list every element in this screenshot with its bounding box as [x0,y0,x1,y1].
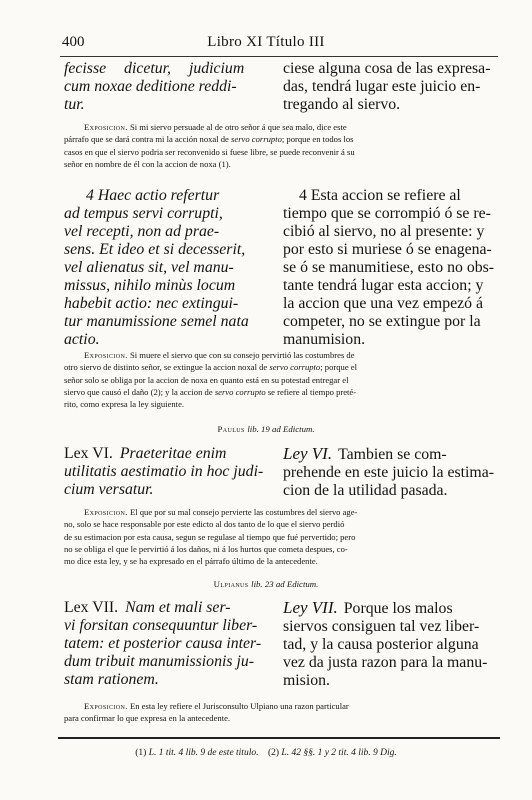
jurist-name: Paulus [217,424,245,434]
expo-text: no, solo se hace responsable por este edicto al dos tanto de lo que el siervo perdió [64,519,345,530]
expo-text: párrafo que se dará contra mi la acción noxal de [64,134,229,145]
expo-text: ; porque en todos los [281,134,354,145]
latin-line: missus, nihilo minùs locum [64,277,236,294]
spanish-line: das, tendrá lugar este juicio en- [283,78,481,95]
latin-line: sens. Et ideo et si decesserit, [64,241,246,258]
latin-line: 4 Haec actio refertur [86,187,220,204]
expo-italic-term: servo corrupto [269,362,321,373]
spanish-line: se ó se manumitiese, esto no obs- [283,259,495,276]
latin-line [64,599,269,617]
expo-text: rito, como expresa la ley siguiente. [64,399,185,410]
source-attribution-2 [0,579,532,589]
spanish-line: mision. [283,672,330,689]
expo-text: se refiere al tiempo preté- [267,386,357,397]
latin-line: cium versatur. [64,481,154,498]
expo-text: mo dice esta ley, y se ha expresado en el párrafo último de la antecedente. [64,556,318,567]
spanish-line: prehende en este juicio la estima- [283,464,494,481]
spanish-line: cibió al siervo, no al presente: y [283,223,485,240]
spanish-line: vez da justa razon para la manu- [283,654,488,671]
spanish-line: siervos consiguen tal vez liber- [283,618,480,635]
latin-line: cum noxae deditione reddi- [64,78,237,95]
spanish-text: Tambien se com- [338,446,447,463]
footnote-rule [58,737,500,739]
latin-line: vel alienatus sit, vel manu- [64,259,234,276]
expo-text: siervo que causó el daño (2); y la accion de [64,386,213,397]
running-title: Libro XI Título III [207,34,325,50]
spanish-line: competer, no se extingue por la [283,313,481,330]
latin-line: ad tempus servi corrupti, [64,205,223,222]
spanish-line: tiempo que se corrompió ó se re- [283,205,491,222]
spanish-line [283,445,498,464]
exposicion-label: Exposicion. [84,350,128,360]
footnote-text: L. 42 §§. 1 y 2 tit. 4 lib. 9 Dig. [281,748,397,758]
latin-text-block-2 [64,187,269,349]
expo-text: de su estimacion por esta causa, segun se regulase al tiempo que fué pervertido; pero [64,531,356,542]
ley-label: Ley VI. [283,444,333,463]
expo-italic-term: servo corrupto [231,134,282,145]
expo-text: no se obliga el que le pervirtió á los daños, ni á los hurtos que cometa despues, co- [64,543,348,554]
latin-line: stam rationem. [64,671,159,688]
header-rule [60,56,498,57]
expo-text: señor en nombre de él con la accion de noxa (1). [64,158,231,169]
exposicion-label: Exposicion. [84,122,128,132]
footnote-mark: (1) [135,748,147,758]
jurist-name: Ulpianus [213,579,249,589]
latin-line: vi forsitan consequuntur liber- [64,617,258,634]
expo-text: señor solo se obliga por la accion de noxa en quanto está en su potestad entregar el [64,374,349,385]
latin-line: dum tribuit manumissionis ju- [64,653,255,670]
expo-text: otro siervo de distinto señor, se extingue la accion noxal de [64,362,268,373]
expo-text: ; porque el [320,362,357,373]
latin-line: tatem: et posterior causa inter- [64,635,262,652]
spanish-line: ciese alguna cosa de las expresa- [283,60,491,77]
lex-label: Lex VII. [64,599,119,616]
latin-line [64,445,269,463]
source-reference: lib. 19 ad Edictum. [247,424,315,434]
footnotes [0,748,532,758]
latin-text-block-1 [64,60,269,114]
ley-label: Ley VII. [283,598,338,617]
source-attribution-1 [0,424,532,434]
spanish-line: manumision. [283,331,366,348]
latin-line: vel recepti, non ad prae- [64,223,220,240]
expo-text: casos en que el siervo podria ser reconvenido si fuese libre, se puede reconvenir á su [64,146,355,157]
page-number: 400 [62,34,85,50]
footnote-mark: (2) [267,748,280,758]
latin-line: habebit actio: nec extingui- [64,295,239,312]
expo-text: para confirmar lo que expresa en la antecedente. [64,713,231,724]
latin-line: utilitatis aestimatio in hoc judi- [64,463,264,480]
footnote-text: L. 1 tit. 4 lib. 9 de este titulo. [148,748,259,758]
spanish-text-block-1 [283,60,498,114]
exposicion-2 [64,349,498,410]
latin-line: tur manumissione semel nata [64,313,249,330]
spanish-line [283,599,498,618]
source-reference: lib. 23 ad Edictum. [251,579,319,589]
latin-text-block-3 [64,445,269,499]
exposicion-4 [64,700,498,725]
spanish-line: tregando al siervo. [283,96,401,113]
expo-text: En esta ley refiere el Jurisconsulto Ulpiano una razon particular [129,701,349,711]
lex-label: Lex VI. [64,445,113,462]
spanish-line: la accion que una vez empezó á [283,295,483,312]
spanish-line: tad, y la causa posterior alguna [283,636,479,653]
exposicion-3 [64,506,498,567]
spanish-line: 4 Esta accion se refiere al [299,187,461,204]
expo-italic-term: servo corrupto [214,386,266,397]
latin-text: Praeteritae enim [119,445,227,462]
latin-text-block-4 [64,599,269,689]
expo-text: Si muere el siervo que con su consejo pervirtió las costumbres de [129,350,355,360]
exposicion-1 [64,121,498,170]
spanish-text-block-2 [283,187,498,349]
spanish-line: cion de la utilidad pasada. [283,482,448,499]
spanish-text-block-4 [283,599,498,690]
spanish-text: Porque los malos [343,600,453,617]
exposicion-label: Exposicion. [84,507,128,517]
spanish-text-block-3 [283,445,498,500]
spanish-line: por esto si muriese ó se enagena- [283,241,492,258]
spanish-line: tante tendrá lugar esta accion; y [283,277,484,294]
expo-text: Si mi siervo persuade al de otro señor á que sea malo, dice este [129,122,347,132]
exposicion-label: Exposicion. [84,701,128,711]
latin-text: Nam et mali ser- [125,599,231,616]
latin-line: actio. [64,331,100,348]
latin-line: fecisse dicetur, judicium [64,60,245,77]
latin-line: tur. [64,96,85,113]
expo-text: El que por su mal consejo pervierte las costumbres del siervo age- [129,507,358,517]
